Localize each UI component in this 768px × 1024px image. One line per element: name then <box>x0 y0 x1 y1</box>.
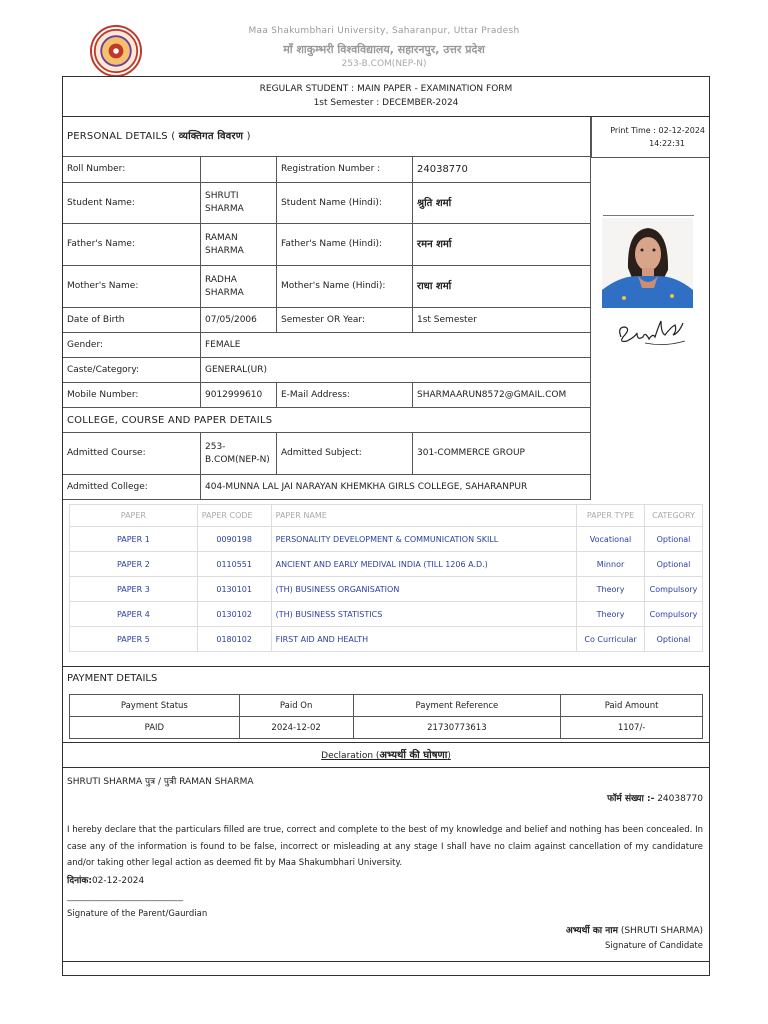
payment-reference: 21730773613 <box>353 717 561 739</box>
mother-name-hindi-label: Mother's Name (Hindi): <box>277 266 413 308</box>
paper-code: 0130101 <box>197 577 271 602</box>
table-row <box>70 717 703 739</box>
paper-category: Compulsory <box>644 602 702 627</box>
paid-amount: 1107/- <box>561 717 703 739</box>
paper-name: (TH) BUSINESS ORGANISATION <box>271 577 576 602</box>
paper-code: 0180102 <box>197 627 271 652</box>
college-section-heading: COLLEGE, COURSE AND PAPER DETAILS <box>63 408 591 433</box>
column-header: Paid On <box>239 695 353 717</box>
mobile-label: Mobile Number: <box>63 383 201 408</box>
paper-category: Optional <box>644 527 702 552</box>
declarant-name: SHRUTI SHARMA पुत्र / पुत्री RAMAN SHARMA <box>67 777 254 787</box>
course-code: 253-B.COM(NEP-N) <box>341 59 427 69</box>
divider <box>63 742 709 743</box>
table-row <box>70 527 703 552</box>
paper-table-header <box>70 505 703 527</box>
admitted-course-label: Admitted Course: <box>63 433 201 475</box>
payment-table <box>69 694 703 739</box>
student-name-hindi-value: श्रुति शर्मा <box>413 183 591 224</box>
payment-status: PAID <box>70 717 240 739</box>
form-number: फॉर्म संख्या :- 24038770 <box>607 794 703 804</box>
paper-code: 0110551 <box>197 552 271 577</box>
father-name-value: RAMAN SHARMA <box>201 224 277 266</box>
paper-category: Compulsory <box>644 577 702 602</box>
column-header: PAPER NAME <box>271 505 576 527</box>
paper-number: PAPER 5 <box>70 627 198 652</box>
father-name-hindi-value: रमन शर्मा <box>413 224 591 266</box>
semester-label: Semester OR Year: <box>277 308 413 333</box>
form-title-text: REGULAR STUDENT : MAIN PAPER - EXAMINATION FORM <box>259 84 513 94</box>
paper-type: Theory <box>577 602 645 627</box>
student-name-value: SHRUTI SHARMA <box>201 183 277 224</box>
roll-label: Roll Number: <box>63 157 201 183</box>
column-header: CATEGORY <box>644 505 702 527</box>
divider <box>591 117 592 157</box>
paper-name: (TH) BUSINESS STATISTICS <box>271 602 576 627</box>
column-header: Payment Status <box>70 695 240 717</box>
university-name-en: Maa Shakumbhari University, Saharanpur, Uttar Pradesh <box>248 26 520 36</box>
email-label: E-Mail Address: <box>277 383 413 408</box>
table-row <box>70 602 703 627</box>
table-row <box>70 552 703 577</box>
candidate-name: अभ्यर्थी का नाम (SHRUTI SHARMA) <box>565 926 703 936</box>
gender-value: FEMALE <box>201 333 591 358</box>
paper-type: Minnor <box>577 552 645 577</box>
parent-signature-label: Signature of the Parent/Gaurdian <box>67 909 208 919</box>
mobile-value: 9012999610 <box>201 383 277 408</box>
mother-name-hindi-value: राधा शर्मा <box>413 266 591 308</box>
caste-label: Caste/Category: <box>63 358 201 383</box>
paper-code: 0130102 <box>197 602 271 627</box>
admitted-course-value: 253-B.COM(NEP-N) <box>201 433 277 475</box>
student-photo <box>602 218 693 308</box>
print-time: Print Time : 02-12-2024 14:22:31 <box>610 126 705 148</box>
dob-label: Date of Birth <box>63 308 201 333</box>
exam-form <box>62 76 710 976</box>
table-row <box>70 627 703 652</box>
mother-name-label: Mother's Name: <box>63 266 201 308</box>
paper-type: Theory <box>577 577 645 602</box>
payment-section-heading: PAYMENT DETAILS <box>67 673 158 684</box>
declaration-date: दिनांक:02-12-2024 <box>67 876 145 886</box>
father-name-label: Father's Name: <box>63 224 201 266</box>
paper-number: PAPER 2 <box>70 552 198 577</box>
divider <box>591 157 709 158</box>
gender-label: Gender: <box>63 333 201 358</box>
admitted-college-value: 404-MUNNA LAL JAI NARAYAN KHEMKHA GIRLS COLLEGE, SAHARANPUR <box>201 475 591 500</box>
mother-name-value: RADHA SHARMA <box>201 266 277 308</box>
paid-on: 2024-12-02 <box>239 717 353 739</box>
paper-name: ANCIENT AND EARLY MEDIVAL INDIA (TILL 1206 A.D.) <box>271 552 576 577</box>
declaration-title: Declaration (अभ्यर्थी की घोषणा) <box>321 750 451 761</box>
paper-name: FIRST AID AND HEALTH <box>271 627 576 652</box>
column-header: Payment Reference <box>353 695 561 717</box>
column-header: PAPER CODE <box>197 505 271 527</box>
caste-value: GENERAL(UR) <box>201 358 591 383</box>
university-name-hi: माँ शाकुम्भरी विश्वविद्यालय, सहारनपुर, उत्तर प्रदेश <box>283 43 485 56</box>
paper-number: PAPER 4 <box>70 602 198 627</box>
paper-name: PERSONALITY DEVELOPMENT & COMMUNICATION SKILL <box>271 527 576 552</box>
declaration-text: I hereby declare that the particulars filled are true, correct and complete to the best of my knowledge and belief and nothing has been concealed. In case any of the information is found to be false, incorrect or misleading at any stage I shall have no claim against cancellation of my candidature and/or taking other legal action as deemed fit by Maa Shakumbhari University. <box>67 825 703 868</box>
email-value: SHARMAARUN8572@GMAIL.COM <box>413 383 591 408</box>
paper-category: Optional <box>644 627 702 652</box>
divider <box>63 961 709 962</box>
column-header: PAPER <box>70 505 198 527</box>
paper-type: Co Curricular <box>577 627 645 652</box>
column-header: Paid Amount <box>561 695 703 717</box>
paper-number: PAPER 1 <box>70 527 198 552</box>
candidate-signature <box>615 313 689 353</box>
form-title <box>63 77 709 117</box>
paper-code: 0090198 <box>197 527 271 552</box>
student-name-label: Student Name: <box>63 183 201 224</box>
admitted-subject-label: Admitted Subject: <box>277 433 413 475</box>
admitted-college-label: Admitted College: <box>63 475 201 500</box>
column-header: PAPER TYPE <box>577 505 645 527</box>
registration-label: Registration Number : <box>277 157 413 183</box>
table-row <box>70 577 703 602</box>
page-header <box>0 0 768 76</box>
candidate-signature-label: Signature of Candidate <box>604 941 703 951</box>
paper-type: Vocational <box>577 527 645 552</box>
form-semester: 1st Semester : DECEMBER-2024 <box>313 98 459 108</box>
father-name-hindi-label: Father's Name (Hindi): <box>277 224 413 266</box>
paper-category: Optional <box>644 552 702 577</box>
admitted-subject-value: 301-COMMERCE GROUP <box>413 433 591 475</box>
roll-value <box>201 157 277 183</box>
registration-value: 24038770 <box>413 157 591 183</box>
signature-line: _________________________________ <box>67 892 183 901</box>
payment-table-header <box>70 695 703 717</box>
paper-table <box>69 504 703 652</box>
divider <box>63 767 709 768</box>
dob-value: 07/05/2006 <box>201 308 277 333</box>
paper-number: PAPER 3 <box>70 577 198 602</box>
student-name-hindi-label: Student Name (Hindi): <box>277 183 413 224</box>
semester-value: 1st Semester <box>413 308 591 333</box>
personal-details-heading: PERSONAL DETAILS ( व्यक्तिगत विवरण ) <box>63 117 591 157</box>
